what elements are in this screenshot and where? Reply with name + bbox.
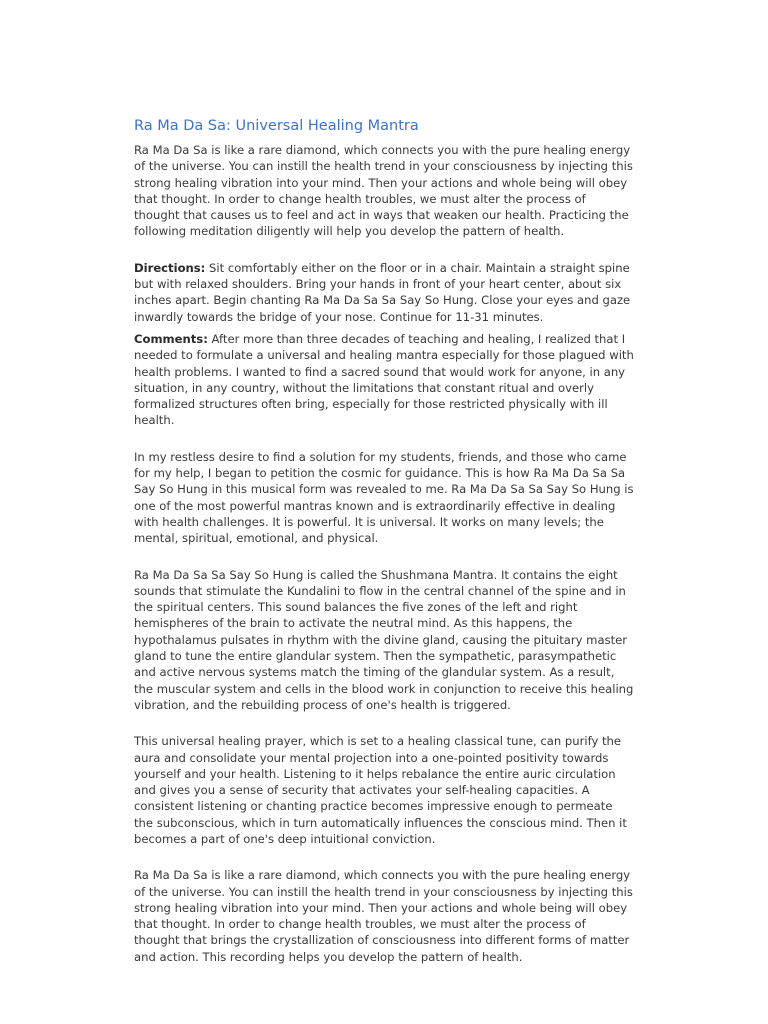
directions-paragraph xyxy=(134,260,634,325)
directions-label: Directions: xyxy=(134,260,206,275)
comments-paragraph xyxy=(134,331,634,429)
restless-paragraph: In my restless desire to find a solution for my students, friends, and those who came for my help, I began to petition the cosmic for guidance. This is how Ra Ma Da Sa Sa Say So Hung in this musical form was revealed to me. Ra Ma Da Sa Sa Say So Hung is one of the most powerful mantras known and is extraordinarily effective in dealing with health challenges. It is powerful. It is universal. It works on many levels; the mental, spiritual, emotional, and physical. xyxy=(134,449,634,546)
article-title: Ra Ma Da Sa: Universal Healing Mantra xyxy=(134,118,419,134)
comments-label: Comments: xyxy=(134,331,208,346)
prayer-paragraph: This universal healing prayer, which is set to a healing classical tune, can purify the aura and consolidate your mental projection into a one-pointed positivity towards yourself and your health. Listening to it helps rebalance the entire auric circulation and gives you a sense of security that activates your self-healing capacities. A consistent listening or chanting practice becomes impressive enough to permeate the subconscious, which in turn automatically influences the conscious mind. Then it becomes a part of one's deep intuitional conviction. xyxy=(134,734,627,846)
shushmana-paragraph: Ra Ma Da Sa Sa Say So Hung is called the Shushmana Mantra. It contains the eight sounds that stimulate the Kundalini to flow in the central channel of the spine and in the spiritual centers. This sound balances the five zones of the left and right hemispheres of the brain to activate the neutral mind. As this happens, the hypothalamus pulsates in rhythm with the divine gland, causing the pituitary master gland to tune the entire glandular system. Then the sympathetic, parasympathetic and active nervous systems match the timing of the glandular system. As a result, the muscular system and cells in the blood work in conjunction to receive this healing vibration, and the rebuilding process of one's health is triggered. xyxy=(134,567,634,712)
intro-paragraph: Ra Ma Da Sa is like a rare diamond, which connects you with the pure healing energy of the universe. You can instill the health trend in your consciousness by injecting this strong healing vibration into your mind. Then your actions and whole being will obey that thought. In order to change health troubles, we must alter the process of thought that causes us to feel and act in ways that weaken our health. Practicing the following meditation diligently will help you develop the pattern of health. xyxy=(134,143,633,239)
diamond-paragraph: Ra Ma Da Sa is like a rare diamond, which connects you with the pure healing energy of the universe. You can instill the health trend in your consciousness by injecting this strong healing vibration into your mind. Then your actions and whole being will obey that thought. In order to change health troubles, we must alter the process of thought that brings the crystallization of consciousness into different forms of matter and action. This recording helps you develop the pattern of health. xyxy=(134,868,633,964)
directions-text: Sit comfortably either on the floor or in a chair. Maintain a straight spine but with relaxed shoulders. Bring your hands in front of your heart center, about six inches apart. Begin chanting Ra Ma Da Sa Sa Say So Hung. Close your eyes and gaze inwardly towards the bridge of your nose. Continue for 11-31 minutes. xyxy=(134,260,631,324)
article xyxy=(134,116,634,965)
comments-text: After more than three decades of teaching and healing, I realized that I needed to formulate a universal and healing mantra especially for those plagued with health problems. I wanted to find a sacred sound that would work for anyone, in any situation, in any country, without the limitations that constant ritual and overly formalized structures often bring, especially for those restricted physically with ill health. xyxy=(134,331,634,428)
